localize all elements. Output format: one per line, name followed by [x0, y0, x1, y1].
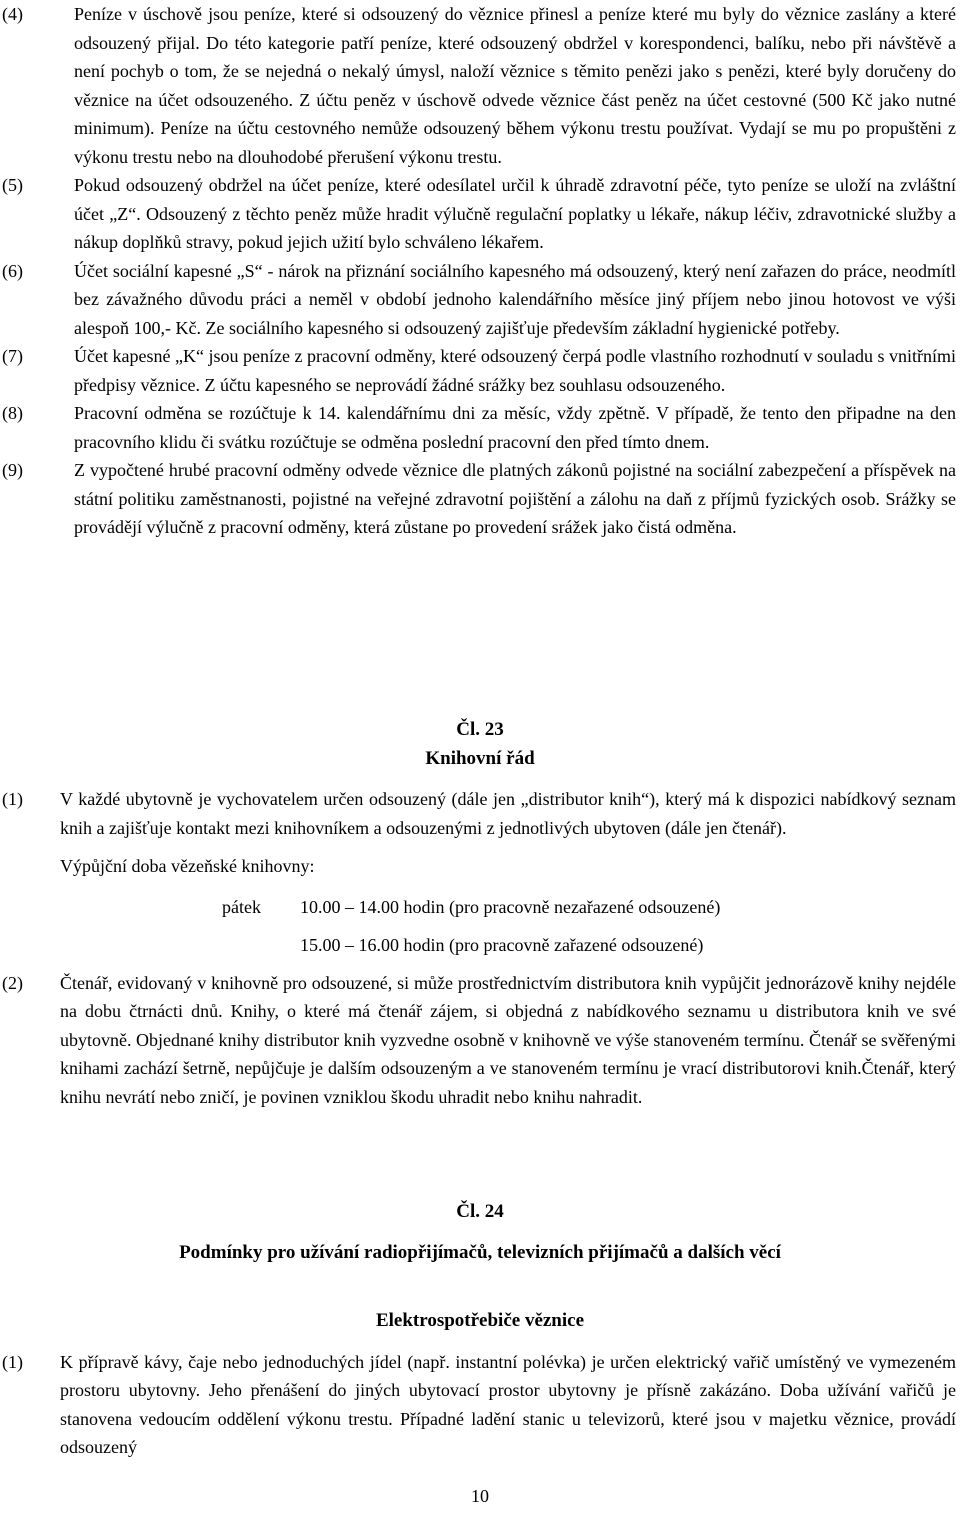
loan-slot-1: 10.00 – 14.00 hodin (pro pracovně nezařazené odsouzené)	[300, 896, 721, 917]
article-number: Čl. 23	[456, 719, 504, 740]
page-number: 10	[471, 1486, 489, 1506]
article-24	[0, 1198, 960, 1462]
item-text: Z vypočtené hrubé pracovní odměny odvede věznice dle platných zákonů pojistné na sociální zabezpečení a příspěvek na státní politiku zaměstnanosti, pojistné na veřejné zdravotní pojištění a zálohu na daň z příjmů fyzických osob. Srážky se provádějí výlučně z pracovní odměny, která zůstane po provedení srážek jako čistá odměna.	[74, 460, 956, 537]
list-item	[0, 1348, 956, 1462]
list-item	[0, 456, 956, 542]
loan-period-label: Výpůjční doba vězeňské knihovny:	[60, 856, 315, 876]
item-text: K přípravě kávy, čaje nebo jednoduchých jídel (např. instantní polévka) je určen elektrický vařič umístěný ve vymezeném prostoru ubytovny. Jeho přenášení do jiných ubytovací prostor ubytovny je přísně zakázáno. Doba užívání vařičů je stanovena vedoucím oddělení výkonu trestu. Případné ladění stanic u televizorů, které jsou v majetku věznice, provádí odsouzený	[60, 1351, 956, 1457]
previous-section-items	[0, 0, 960, 542]
article-23	[0, 716, 960, 1111]
item-text: Pracovní odměna se rozúčtuje k 14. kalendářnímu dni za měsíc, vždy zpětně. V případě, že tento den připadne na den pracovního klidu či svátku rozúčtuje se odměna poslední pracovní den před tímto dnem.	[74, 403, 956, 452]
item-text: Čtenář, evidovaný v knihovně pro odsouzené, si může prostřednictvím distributora knih vypůjčit jednorázově knihy nejdéle na dobu čtrnácti dnů. Knihy, o které má čtenář zájem, si objedná z nabídkového seznamu u distributora knih ve své ubytovně. Objednané knihy distributor knih vyzvedne osobně v knihovně ve výše stanoveném termínu. Čtenář se svěřenými knihami zachází šetrně, nepůjčuje je dalším odsouzeným a ve stanoveném termínu je vrací distributorovi knih.Čtenář, který knihu nevrátí nebo zničí, je povinen vzniklou škodu uhradit nebo knihu nahradit.	[60, 972, 956, 1107]
list-item	[0, 171, 956, 257]
item-text: Účet sociální kapesné „S“ - nárok na přiznání sociálního kapesného má odsouzený, který není zařazen do práce, neodmítl bez závažného důvodu práci a neměl v období jednoho kalendářního měsíce jiný příjem nebo jinou hotovost ve výši alespoň 100,- Kč. Ze sociálního kapesného si odsouzený zajišťuje především základní hygienické potřeby.	[74, 260, 956, 338]
item-text: Pokud odsouzený obdržel na účet peníze, které odesílatel určil k úhradě zdravotní péče, tyto peníze se uloží na zvláštní účet „Z“. Odsouzený z těchto peněz může hradit výlučně regulační poplatky u lékaře, nákup léčiv, zdravotnické služby a nákup doplňků stravy, pokud jejich užití bylo schváleno lékařem.	[74, 175, 956, 252]
article-subtitle: Elektrospotřebiče věznice	[375, 1310, 585, 1331]
list-item	[0, 969, 956, 1112]
item-number: (2)	[2, 972, 23, 993]
article-title: Podmínky pro užívání radiopřijímačů, televizních přijímačů a dalších věcí	[179, 1241, 781, 1263]
loan-day: pátek	[222, 896, 261, 917]
list-item	[0, 257, 956, 343]
item-number: (6)	[2, 260, 23, 281]
item-number: (4)	[2, 4, 23, 24]
article-number: Čl. 24	[456, 1201, 504, 1222]
loan-schedule	[0, 893, 960, 963]
item-number: (1)	[2, 789, 23, 809]
loan-slot-2: 15.00 – 16.00 hodin (pro pracovně zařazené odsouzené)	[300, 934, 704, 955]
item-number: (8)	[2, 403, 23, 423]
list-item	[0, 342, 956, 399]
item-text: Peníze v úschově jsou peníze, které si odsouzený do věznice přinesl a peníze které mu byly do věznice zaslány a které odsouzený přijal. Do této kategorie patří peníze, které odsouzený obdržel v korespondenci, balíku, nebo při návštěvě a není pochyb o tom, že se nejedná o nekalý úmysl, naloží věznice s těmito penězi jako s penězi, které byly doručeny do věznice na účet odsouzeného. Z účtu peněz v úschově odvede věznice část peněz na účet cestovné (500 Kč jako nutné minimum). Peníze na účtu cestovného nemůže odsouzený během výkonu trestu používat. Vydají se mu po propuštěni z výkonu trestu nebo na dlouhodobé přerušení výkonu trestu.	[74, 4, 956, 167]
item-number: (5)	[2, 175, 23, 195]
list-item	[0, 399, 956, 456]
list-item	[0, 785, 956, 842]
item-number: (1)	[2, 1351, 23, 1372]
item-number: (7)	[2, 346, 23, 366]
item-text: Účet kapesné „K“ jsou peníze z pracovní odměny, které odsouzený čerpá podle vlastního rozhodnutí v souladu s vnitřními předpisy věznice. Z účtu kapesného se neprovádí žádné srážky bez souhlasu odsouzeného.	[74, 346, 956, 395]
list-item	[0, 0, 956, 171]
article-title: Knihovní řád	[425, 747, 535, 769]
item-number: (9)	[2, 460, 23, 480]
item-text: V každé ubytovně je vychovatelem určen odsouzený (dále jen „distributor knih“), který má k dispozici nabídkový seznam knih a zajišťuje kontakt mezi knihovníkem a odsouzenými z jednotlivých ubytoven (dále jen čtenář).	[60, 789, 956, 838]
